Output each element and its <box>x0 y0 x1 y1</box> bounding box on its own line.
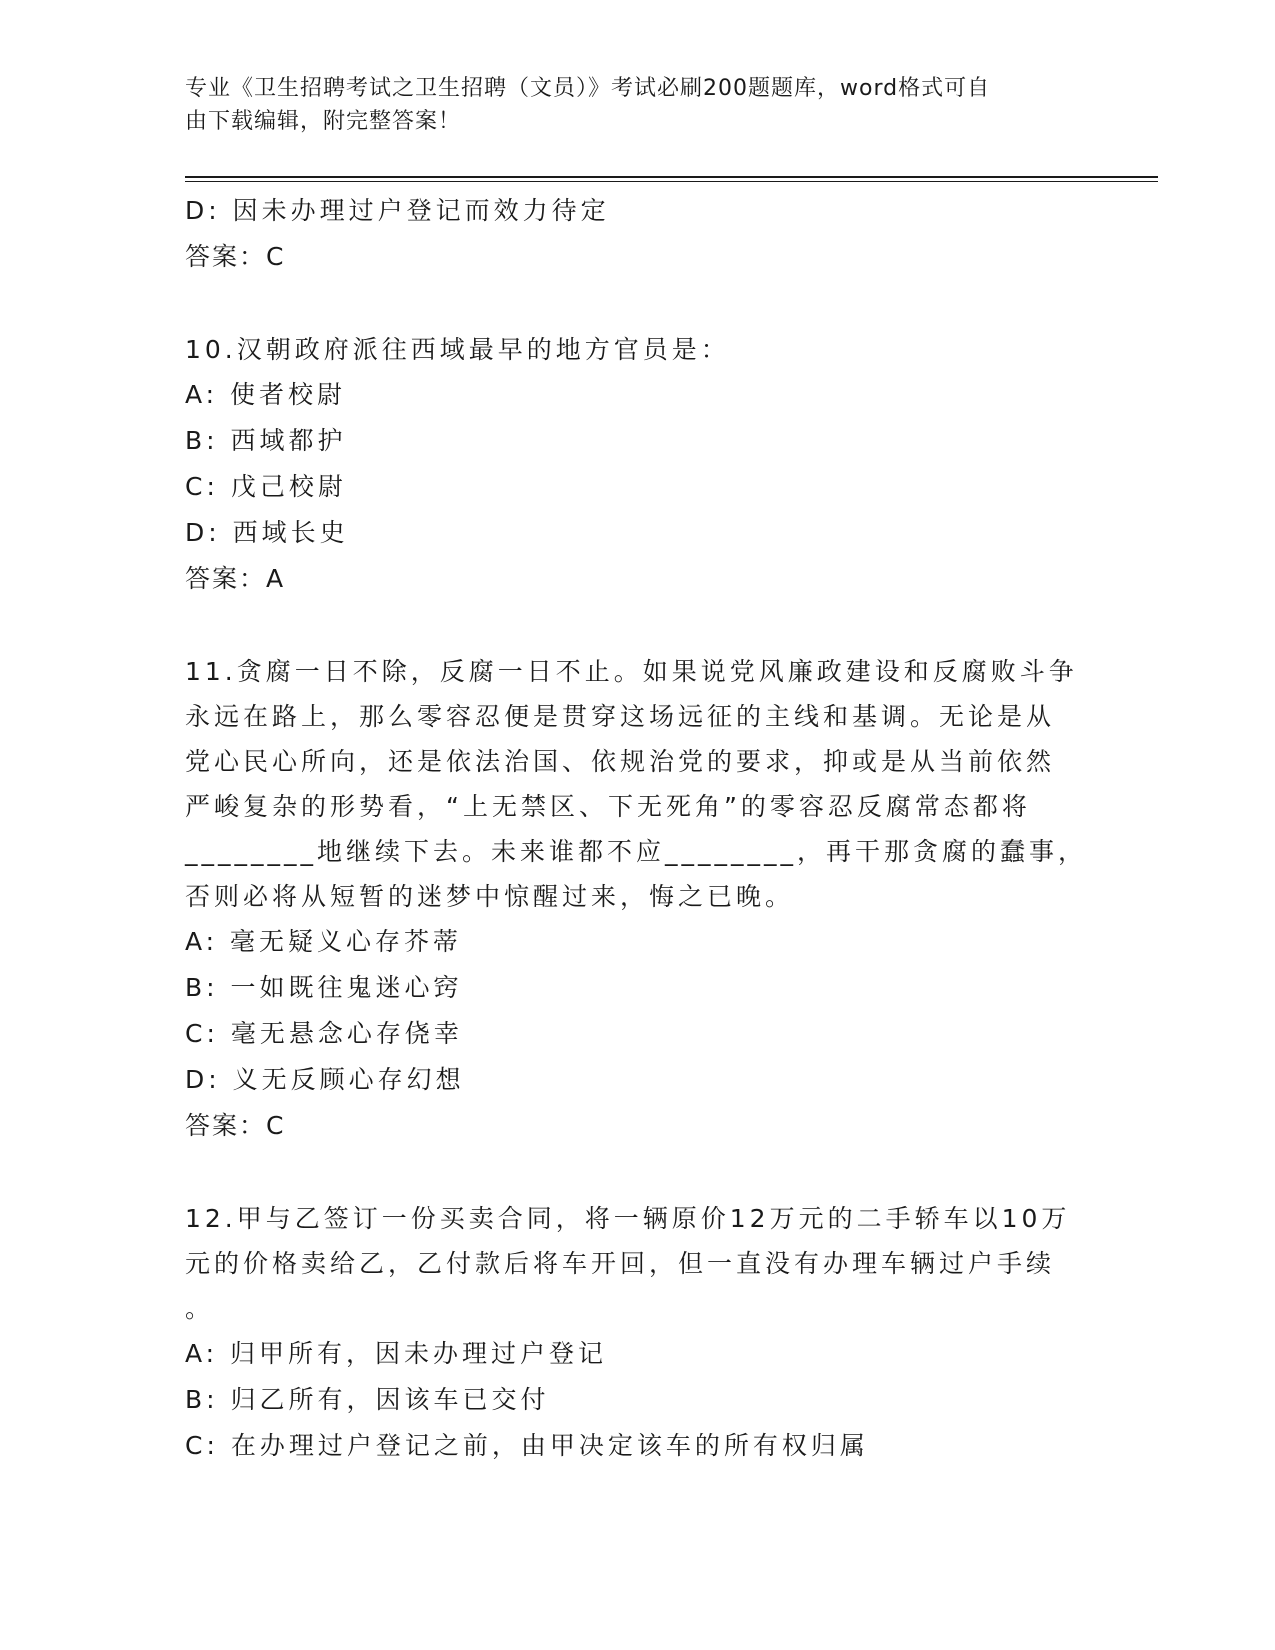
document-body <box>185 188 1088 1469</box>
option-d: D: 义无反顾心存幻想 <box>185 1065 465 1094</box>
spacer <box>185 602 1085 649</box>
answer: 答案：A <box>185 564 286 593</box>
question-line: 永远在路上，那么零容忍便是贯穿这场远征的主线和基调。无论是从 <box>185 702 1056 731</box>
question-11 <box>185 649 1088 1149</box>
option-a: A: 使者校尉 <box>185 380 347 409</box>
question-text <box>185 649 1088 919</box>
header-line-2: 由下载编辑，附完整答案！ <box>185 109 462 134</box>
question-line: 党心民心所向，还是依法治国、依规治党的要求，抑或是从当前依然 <box>185 747 1056 776</box>
header-rule-thick <box>185 176 1158 178</box>
question-line: 。 <box>185 1294 215 1323</box>
question-line: 严峻复杂的形势看，“上无禁区、下无死角”的零容忍反腐常态都将 <box>185 792 1031 821</box>
option-c: C: 戊己校尉 <box>185 472 347 501</box>
option-a: A: 毫无疑义心存芥蒂 <box>185 927 463 956</box>
option-a: A: 归甲所有，因未办理过户登记 <box>185 1339 608 1368</box>
question-10 <box>185 327 1085 602</box>
option-c: C: 在办理过户登记之前，由甲决定该车的所有权归属 <box>185 1431 869 1460</box>
spacer <box>185 1149 1085 1196</box>
answer: 答案：C <box>185 242 286 271</box>
question-line: ________地继续下去。未来谁都不应________，再干那贪腐的蠢事， <box>185 837 1088 866</box>
option-b: B: 归乙所有，因该车已交付 <box>185 1385 550 1414</box>
question-line: 11.贪腐一日不除，反腐一日不止。如果说党风廉政建设和反腐败斗争 <box>185 657 1078 686</box>
option-b: B: 西域都护 <box>185 426 347 455</box>
header-rule-thin <box>185 181 1158 182</box>
question-line: 12.甲与乙签订一份买卖合同，将一辆原价12万元的二手轿车以10万 <box>185 1204 1071 1233</box>
question-line: 否则必将从短暂的迷梦中惊醒过来，悔之已晚。 <box>185 882 795 911</box>
spacer <box>185 280 1085 327</box>
option-d: D: 西域长史 <box>185 518 349 547</box>
header-line-1: 专业《卫生招聘考试之卫生招聘（文员）》考试必刷200题题库，word格式可自 <box>185 76 991 101</box>
document-header <box>185 72 1065 138</box>
option-d: D: 因未办理过户登记而效力待定 <box>185 196 610 225</box>
question-text <box>185 327 1065 372</box>
question-line: 元的价格卖给乙，乙付款后将车开回，但一直没有办理车辆过户手续 <box>185 1249 1056 1278</box>
question-12 <box>185 1196 1085 1469</box>
question-text <box>185 1196 1071 1331</box>
option-b: B: 一如既往鬼迷心窍 <box>185 973 463 1002</box>
answer: 答案：C <box>185 1111 286 1140</box>
question-line: 10.汉朝政府派往西域最早的地方官员是： <box>185 335 730 364</box>
option-c: C: 毫无悬念心存侥幸 <box>185 1019 463 1048</box>
